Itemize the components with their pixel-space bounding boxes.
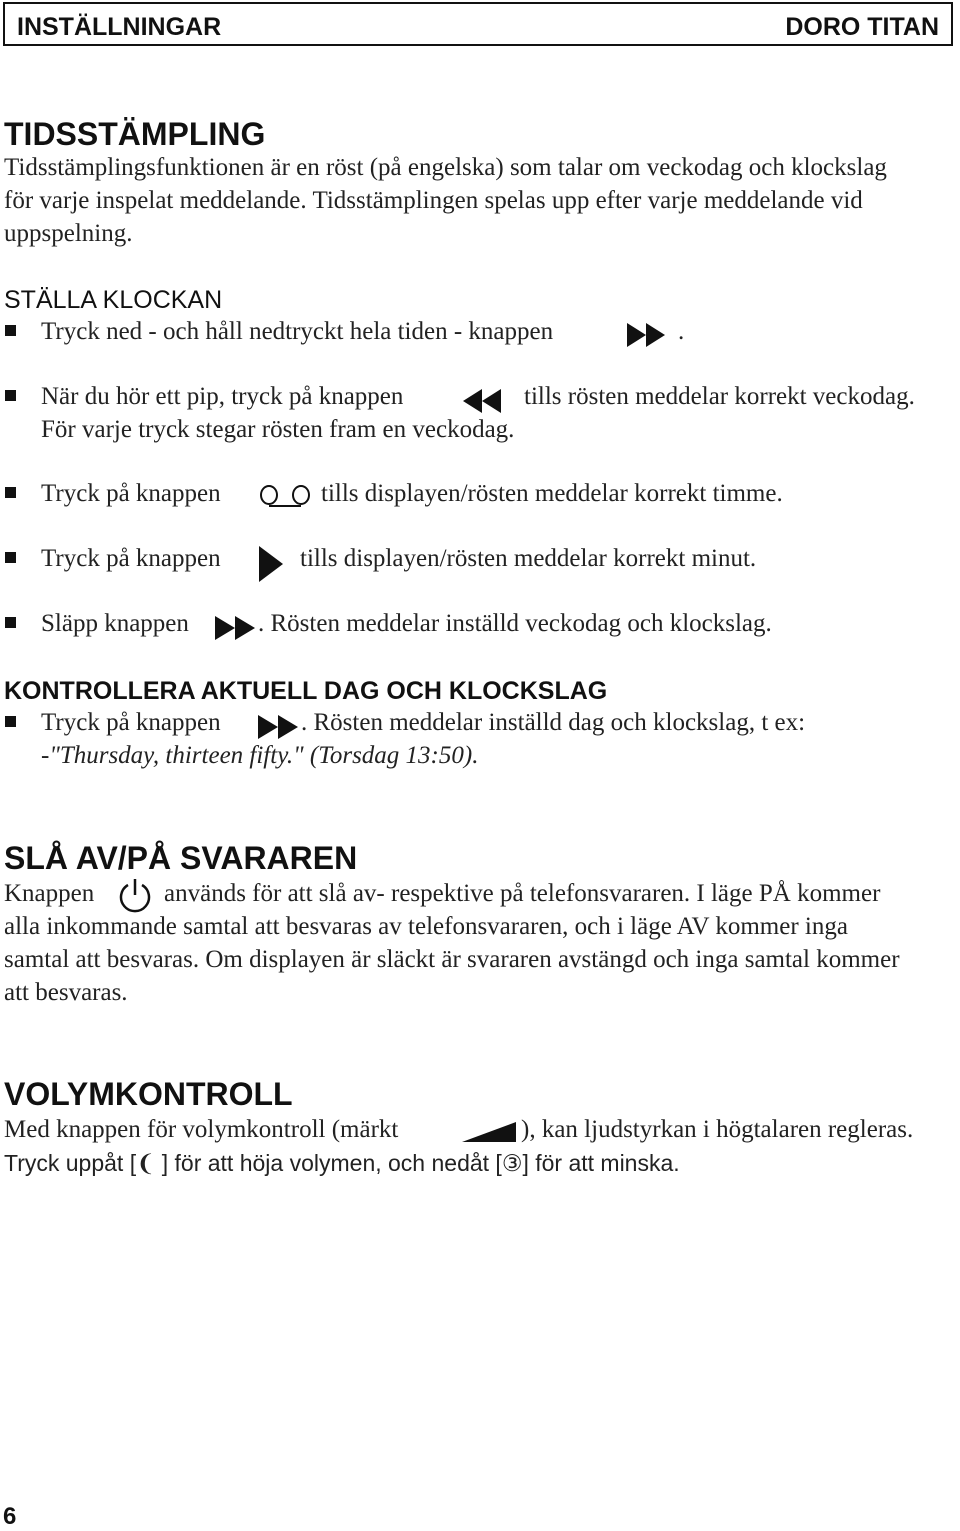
step-text: Tryck på knappen (41, 709, 221, 736)
paragraph-line: används för att slå av- respektive på telefonsvararen. I läge PÅ kommer (164, 880, 881, 907)
step-text: När du hör ett pip, tryck på knappen (41, 383, 404, 410)
step-text-end: tills displayen/rösten meddelar korrekt minut. (300, 545, 757, 572)
paragraph-line: Med knappen för volymkontroll (märkt (4, 1116, 399, 1143)
rewind-icon (463, 389, 503, 413)
section-title-sla-av-pa: SLÅ AV/PÅ SVARAREN (4, 840, 358, 876)
step-text: Tryck på knappen (41, 545, 221, 572)
section-title-kontrollera: KONTROLLERA AKTUELL DAG OCH KLOCKSLAG (4, 677, 608, 705)
step-text-end: . Rösten meddelar inställd veckodag och klockslag. (258, 610, 772, 637)
step-text: Släpp knappen (41, 610, 189, 637)
power-icon (116, 876, 154, 914)
fast-forward-icon (215, 616, 259, 640)
bullet-icon (5, 487, 16, 498)
step-text-end: tills rösten meddelar korrekt veckodag. (524, 383, 915, 410)
step-text: Tryck på knappen (41, 480, 221, 507)
step-text-end: . Rösten meddelar inställd dag och klockslag, t ex: (301, 709, 806, 736)
section-title-tidsstampling: TIDSSTÄMPLING (4, 116, 266, 152)
page-header (3, 2, 953, 46)
step-text-end: . (678, 318, 685, 345)
step-text-end: tills displayen/rösten meddelar korrekt timme. (321, 480, 783, 507)
bullet-icon (5, 390, 16, 401)
play-icon (259, 546, 285, 582)
bullet-icon (5, 617, 16, 628)
fast-forward-icon (627, 323, 669, 347)
paragraph-line: alla inkommande samtal att besvaras av telefonsvararen, och i läge AV kommer inga (4, 913, 848, 940)
paragraph-line: för varje inspelat meddelande. Tidsstämplingen spelas upp efter varje meddelande vid (4, 187, 863, 214)
header-product-name: DORO TITAN (785, 13, 939, 41)
section-title-volymkontroll: VOLYMKONTROLL (4, 1076, 293, 1112)
section-title-stalla-klockan: STÄLLA KLOCKAN (4, 286, 223, 314)
step-text-continued: För varje tryck stegar rösten fram en veckodag. (41, 416, 515, 443)
bullet-icon (5, 716, 16, 727)
paragraph-line: Tryck uppåt [❨ ] för att höja volymen, och nedåt [③] för att minska. (4, 1150, 680, 1176)
bullet-icon (5, 325, 16, 336)
paragraph-line: samtal att besvaras. Om displayen är släckt är svararen avstängd och inga samtal kommer (4, 946, 900, 973)
fast-forward-icon (258, 715, 302, 739)
step-text: Tryck ned - och håll nedtryckt hela tiden - knappen (41, 318, 554, 345)
paragraph-line: Tidsstämplingsfunktionen är en röst (på engelska) som talar om veckodag och klockslag (4, 154, 887, 181)
hour-button-icon (257, 484, 313, 512)
page-number: 6 (3, 1503, 17, 1530)
volume-wedge-icon (462, 1122, 518, 1142)
bullet-icon (5, 552, 16, 563)
paragraph-line: uppspelning. (4, 220, 133, 247)
paragraph-line: Knappen (4, 880, 95, 907)
paragraph-line: att besvaras. (4, 979, 128, 1006)
header-section-title: INSTÄLLNINGAR (17, 13, 222, 41)
paragraph-line: ), kan ljudstyrkan i högtalaren regleras. (521, 1116, 914, 1143)
example-text: -"Thursday, thirteen fifty." (Torsdag 13:50). (41, 742, 479, 769)
